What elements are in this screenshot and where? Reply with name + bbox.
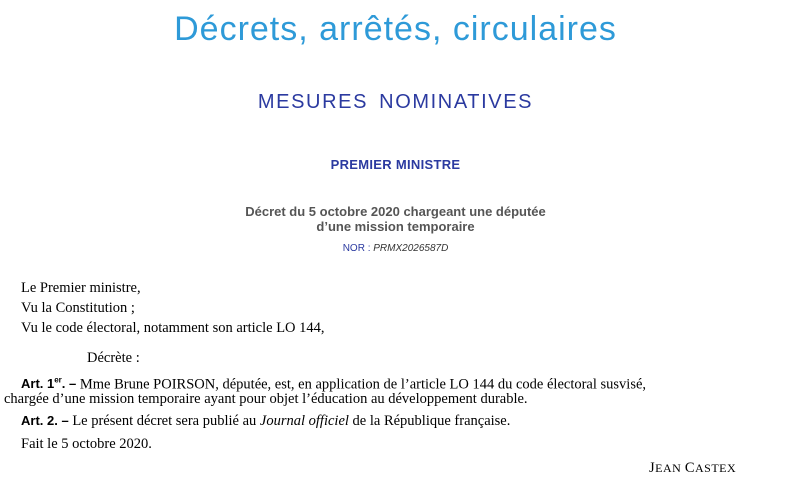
article-1-text: Mme Brune POIRSON, députée, est, en application de l’article LO 144 du code électoral susvisé, — [79, 376, 647, 393]
article-2 — [21, 412, 510, 430]
preamble-line: Le Premier ministre, — [21, 280, 141, 296]
preamble-line: Vu la Constitution ; — [21, 300, 135, 316]
page-title: Décrets, arrêtés, circulaires — [174, 10, 617, 48]
signature: JEAN CASTEX — [649, 460, 737, 476]
ministry-heading: PREMIER MINISTRE — [330, 157, 461, 172]
article-1-label: Art. 1er. – — [21, 376, 77, 392]
nor-value: PRMX2026587D — [373, 243, 449, 254]
nor-label: NOR : — [342, 243, 374, 254]
article-1-text-cont: chargée d’une mission temporaire ayant pour objet l’éducation au développement durable. — [4, 391, 528, 407]
decree-title-line2: d’une mission temporaire — [316, 219, 475, 234]
nor-reference — [0, 243, 791, 254]
section-title: MESURES NOMINATIVES — [257, 91, 534, 113]
article-2-text: Le présent décret sera publié au Journal officiel de la République française. — [72, 413, 511, 429]
decree-title — [0, 204, 791, 234]
preamble-line: Vu le code électoral, notamment son article LO 144, — [21, 320, 325, 336]
decree-title-line1: Décret du 5 octobre 2020 chargeant une députée — [245, 204, 546, 219]
article-2-label: Art. 2. – — [21, 413, 69, 428]
closing-date: Fait le 5 octobre 2020. — [21, 436, 152, 452]
decrete-label: Décrète : — [87, 350, 140, 366]
